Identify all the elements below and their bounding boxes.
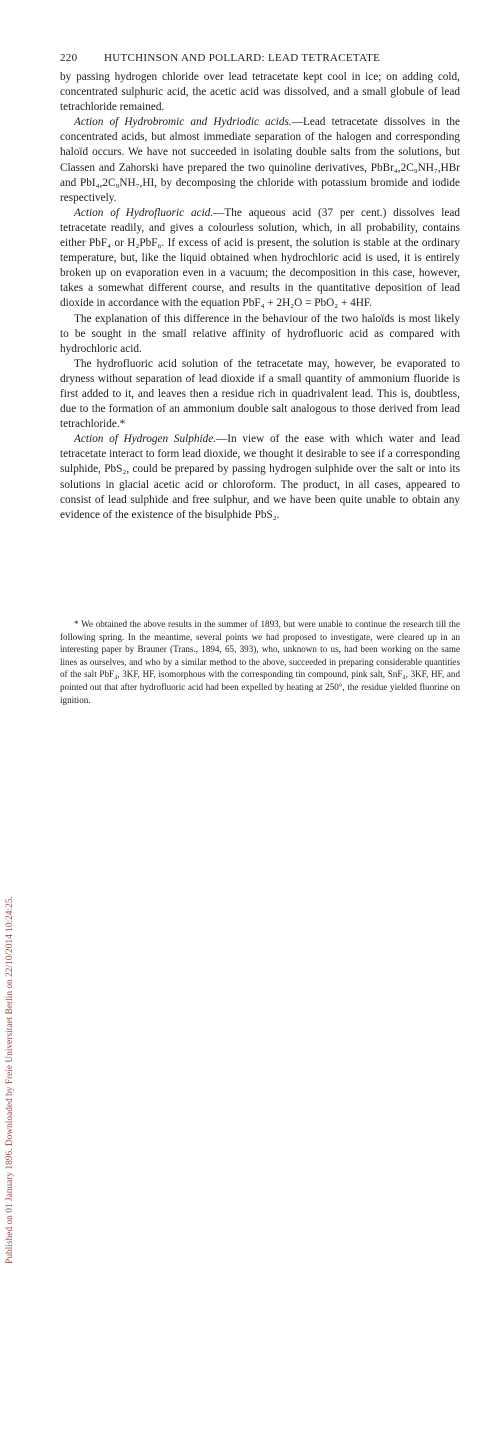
section-heading-sulphide: Action of Hydrogen Sulphide. bbox=[74, 433, 217, 446]
running-title: HUTCHINSON AND POLLARD: LEAD TETRACETATE bbox=[104, 52, 381, 64]
paragraph-hydrobromic-text: Lead tetracetate dissolves in the concentrated acids, but almost immediate separation of the halogen and corresponding haloïd occurs. We have not succeeded in isolating double salts from the solutions, but Classen and Zahorski have prepared the two quinoline derivatives, PbBr₄,2C₉NH₇,HBr and PbI₄,2C₉NH₇,HI, by decomposing the chloride with potassium bromide and iodide respectively. bbox=[60, 116, 460, 204]
footnote-text: * We obtained the above results in the summer of 1893, but were unable to continue the research till the following spring. In the meantime, several points we had proposed to investigate, were cleared up in an interesting paper by Brauner (Trans., 1894, 65, 393), who, unknown to us, had been working on the same lines as ourselves, and who by a similar method to the above, succeeded in preparing considerable quantities of the salt PbF₄, 3KF, HF, isomorphous with the corresponding tin compound, pink salt, SnF₄, 3KF, HF, and pointed out that after hydrofluoric acid had been expelled by heating at 250°, the residue yielded fluorine on ignition. bbox=[60, 619, 460, 705]
paragraph-explanation: The explanation of this difference in the behaviour of the two haloïds is most likely to be sought in the small relative affinity of hydrofluoric acid as compared with hydrochloric acid. bbox=[60, 312, 460, 355]
page-header bbox=[60, 52, 460, 66]
article-body bbox=[60, 70, 460, 523]
paragraph-hydrofluoric bbox=[60, 206, 460, 312]
paragraph-sulphide-text: In view of the ease with which water and lead tetracetate interact to form lead dioxide, we thought it desirable to see if a corresponding sulphide, PbS₂, could be prepared by passing hydrogen sulphide over the salt or into its solutions in glacial acetic acid or chloroform. The product, in all cases, appeared to consist of lead sulphide and free sulphur, and we have been quite unable to obtain any evidence of the existence of the bisulphide PbS₂. bbox=[60, 433, 460, 521]
section-heading-hydrobromic: Action of Hydrobromic and Hydriodic acids. bbox=[74, 116, 292, 129]
page-number: 220 bbox=[60, 52, 78, 64]
paragraph-intro: by passing hydrogen chloride over lead tetracetate kept cool in ice; on adding cold, concentrated sulphuric acid, the acetic acid was dissolved, and a small globule of lead tetrachloride remained. bbox=[60, 71, 460, 114]
download-watermark bbox=[4, 40, 18, 1264]
paragraph-hydrobromic bbox=[60, 115, 460, 206]
heading-dash: — bbox=[216, 433, 228, 446]
heading-dash: — bbox=[291, 116, 303, 129]
footnote bbox=[60, 618, 460, 706]
download-watermark-text: Published on 01 January 1896. Downloaded by Freie Universitaet Berlin on 22/10/2014 10:24:25. bbox=[5, 896, 15, 1264]
paragraph-hydrofluoric-text: The aqueous acid (37 per cent.) dissolves lead tetracetate readily, and gives a colourless solution, which, in all probability, contains either PbF₄ or H₂PbF₆. If excess of acid is present, the solution is stable at the ordinary temperature, but, like the liquid obtained when hydrochloric acid is used, it is entirely broken up on evaporation even in a vacuum; the decomposition in this case, however, takes a somewhat different course, and results in the quantitative deposition of lead dioxide in accordance with the equation PbF₄ + 2H₂O = PbO₂ + 4HF. bbox=[60, 206, 460, 310]
section-heading-hydrofluoric: Action of Hydrofluoric acid. bbox=[74, 206, 214, 219]
paragraph-sulphide bbox=[60, 432, 460, 523]
heading-dash: — bbox=[213, 206, 225, 219]
paragraph-evaporation: The hydrofluoric acid solution of the tetracetate may, however, be evaporated to dryness without separation of lead dioxide if a small quantity of ammonium fluoride is first added to it, and leaves then a residue rich in quadrivalent lead. This is, doubtless, due to the formation of an ammonium double salt analogous to those derived from lead tetrachloride.* bbox=[60, 357, 460, 431]
